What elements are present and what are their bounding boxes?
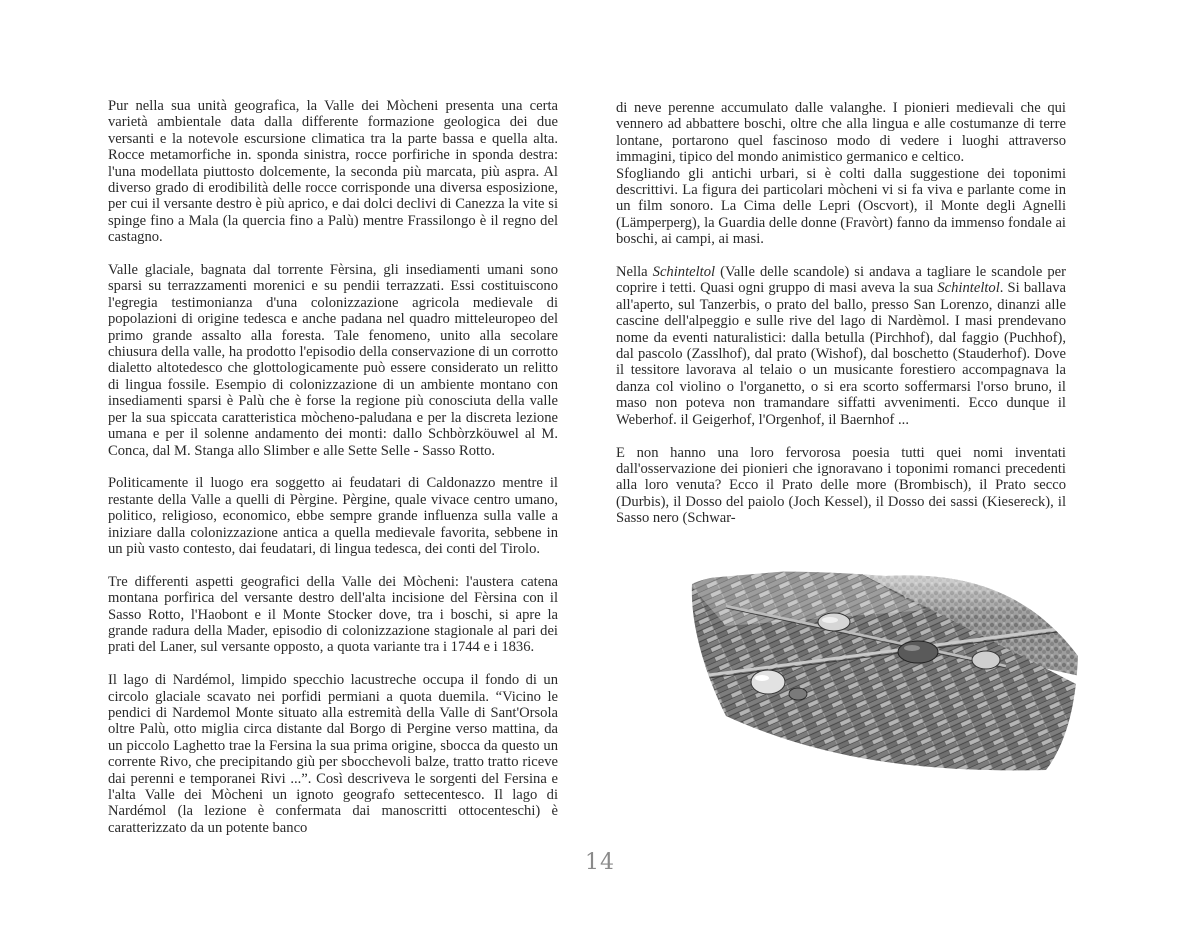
text-perennial-snow: di neve perenne accumulato dalle valanghe. I pionieri medievali che qui vennero ad abbattere boschi, oltre che alla lingua e alle costumanze di terre lontane, portarono quel fascinoso modo di vedere i luoghi attraverso immagini, tipico del mondo animistico germanico e celtico. — [616, 100, 1066, 166]
paragraph-perennial-snow — [616, 100, 1066, 248]
paragraph-lake-nardemol: Il lago di Nardémol, limpido specchio lacustreche occupa il fondo di un circolo glaciale scavato nei porfidi permiani a quota duemila. “Vicino le pendici di Nardemol Monte situato alla estremità della Valle di Sant'Orsola oltre Palù, otto miglia circa distante dal Borgo di Pergine verso mattina, da un piccolo Laghetto trae la Fersina la sua prima origine, sbocca da questo un corrente Rivo, che precipitando giù per sbocchevoli balze, tratto tratto riceve dai perenni e temporanei Rivi ...”. Così descriveva le sorgenti del Fersina e l'alta Valle dei Mòcheni un ignoto geografo settecentesco. Il lago di Nardémol (la lezione è confermata dai manoscritti ottocenteschi) è caratterizzato da un potente banco — [108, 672, 558, 836]
paragraph-politics: Politicamente il luogo era soggetto ai feudatari di Caldonazzo mentre il restante della Valle a quelli di Pèrgine. Pèrgine, quale vivace centro umano, politico, religioso, economico, ebbe sempre grande influenza sulla valle a iniziare dalla colonizzazione antica a quella medievale favorita, sebbene in un più vasto contesto, dai feudatari, di lingua tedesca, dei conti del Tirolo. — [108, 475, 558, 557]
page-number: 14 — [585, 850, 615, 875]
shingle-roof-with-stones-drawing — [686, 566, 1080, 774]
text-urbari: Sfogliando gli antichi urbari, si è colti dalla suggestione dei toponimi descrittivi. La figura dei particolari mòcheni vi si fa viva e parlante come in un film sonoro. La Cima delle Lepri (Oscvort), il Monte degli Agnelli (Lämperperg), la Guardia delle donne (Fravòrt) fanno da immenso fondale ai boschi, ai campi, ai masi. — [616, 165, 1066, 248]
text-part: (Valle delle scandole) si andava a tagliare le scandole per coprire i tetti. Quasi ogni gruppo di masi aveva la sua — [616, 264, 1066, 297]
text-part: Nella — [616, 264, 653, 281]
right-column — [616, 100, 1066, 527]
paragraph-geography: Pur nella sua unità geografica, la Valle dei Mòcheni presenta una certa varietà ambientale data dalla differente formazione geologica dei due versanti e la notevole escursione climatica tra la parte bassa e quella alta. Rocce metamorfiche in. sponda sinistra, rocce porfiriche in sponda destra: l'una modellata piuttosto dolcemente, la seconda più marcata, più aspra. Al diverso grado di erodibilità delle rocce corrisponde una diversa esposizione, per cui il versante destro è più aprico, e dai dolci declivi di Canezza la vite si spinge fino a Mala (la quercia fino a Palù) mentre Frassilongo è il regno del castagno. — [108, 98, 558, 246]
text-part: . Si ballava all'aperto, sul Tanzerbis, o prato del ballo, presso San Lorenzo, dinanzi alle cascine dell'alpeggio e sulle rive del lago di Nardèmol. I masi prendevano nome da eventi naturalistici: dalla betulla (Pirchhof), dal faggio (Puchhof), dal pascolo (Zasslhof), dal prato (Wishof), dal boschetto (Stauderhof). Dove il tessitore lavorava al telaio o un musicante forestiero accompagnava la danza col violino o l'organetto, o si era scorto soffermarsi l'orso bruno, il maso non poteva non tramandare siffatti avvenimenti. Ecco dunque il Weberhof. il Geigerhof, l'Orgenhof, il Baernhof ... — [616, 280, 1066, 428]
paragraph-schinteltol — [616, 264, 1066, 428]
paragraph-glacial-valley: Valle glaciale, bagnata dal torrente Fèrsina, gli insediamenti umani sono sparsi su terrazzamenti morenici e su pendii terrazzati. Essi costituiscono l'egregia testimonianza d'una colonizzazione agricola medievale di popolazioni di origine tedesca e anche padana nel quadro mitteleuropeo del primo grande assalto alla foresta. Tale fenomeno, unito alla secolare chiusura della valle, ha prodotto l'episodio della conservazione di un corrotto dialetto altotedesco che glottologicamente può essere considerato un relitto di lingua fossile. Esempio di colonizzazione di un ambiente montano con insediamenti sparsi è Palù che è forse la regione più conosciuta della valle per la sua spiccata caratteristica mòcheno-paludana e per la discreta lezione umana e per il solenne andamento dei monti: dallo Schbòrzköuwel al M. Conca, dal M. Stanga allo Slimber e alle Sette Selle - Sasso Rotto. — [108, 262, 558, 459]
italic-term: Schinteltol — [652, 264, 716, 281]
shingle-roof-illustration — [686, 566, 1080, 774]
italic-term: Schinteltol — [937, 280, 1000, 297]
paragraph-toponym-poetry: E non hanno una loro fervorosa poesia tutti quei nomi inventati dall'osservazione dei pionieri che ignoravano i toponimi romanci precedenti alla loro venuta? Ecco il Prato delle more (Brombisch), il Prato secco (Durbis), il Dosso del paiolo (Joch Kessel), il Dosso dei sassi (Kiesereck), il Sasso nero (Schwar- — [616, 444, 1066, 527]
paragraph-three-aspects: Tre differenti aspetti geografici della Valle dei Mòcheni: l'austera catena montana porfirica del versante destro dell'alta incisione del Fèrsina con il Sasso Rotto, l'Haobont e il Monte Stocker dove, tra i boschi, si apre la grande radura della Mader, episodio di colonizzazione stagionale al pari dei prati del Laner, sul versante opposto, a quota variante tra i 1744 e i 1836. — [108, 573, 558, 656]
left-column — [108, 98, 558, 836]
